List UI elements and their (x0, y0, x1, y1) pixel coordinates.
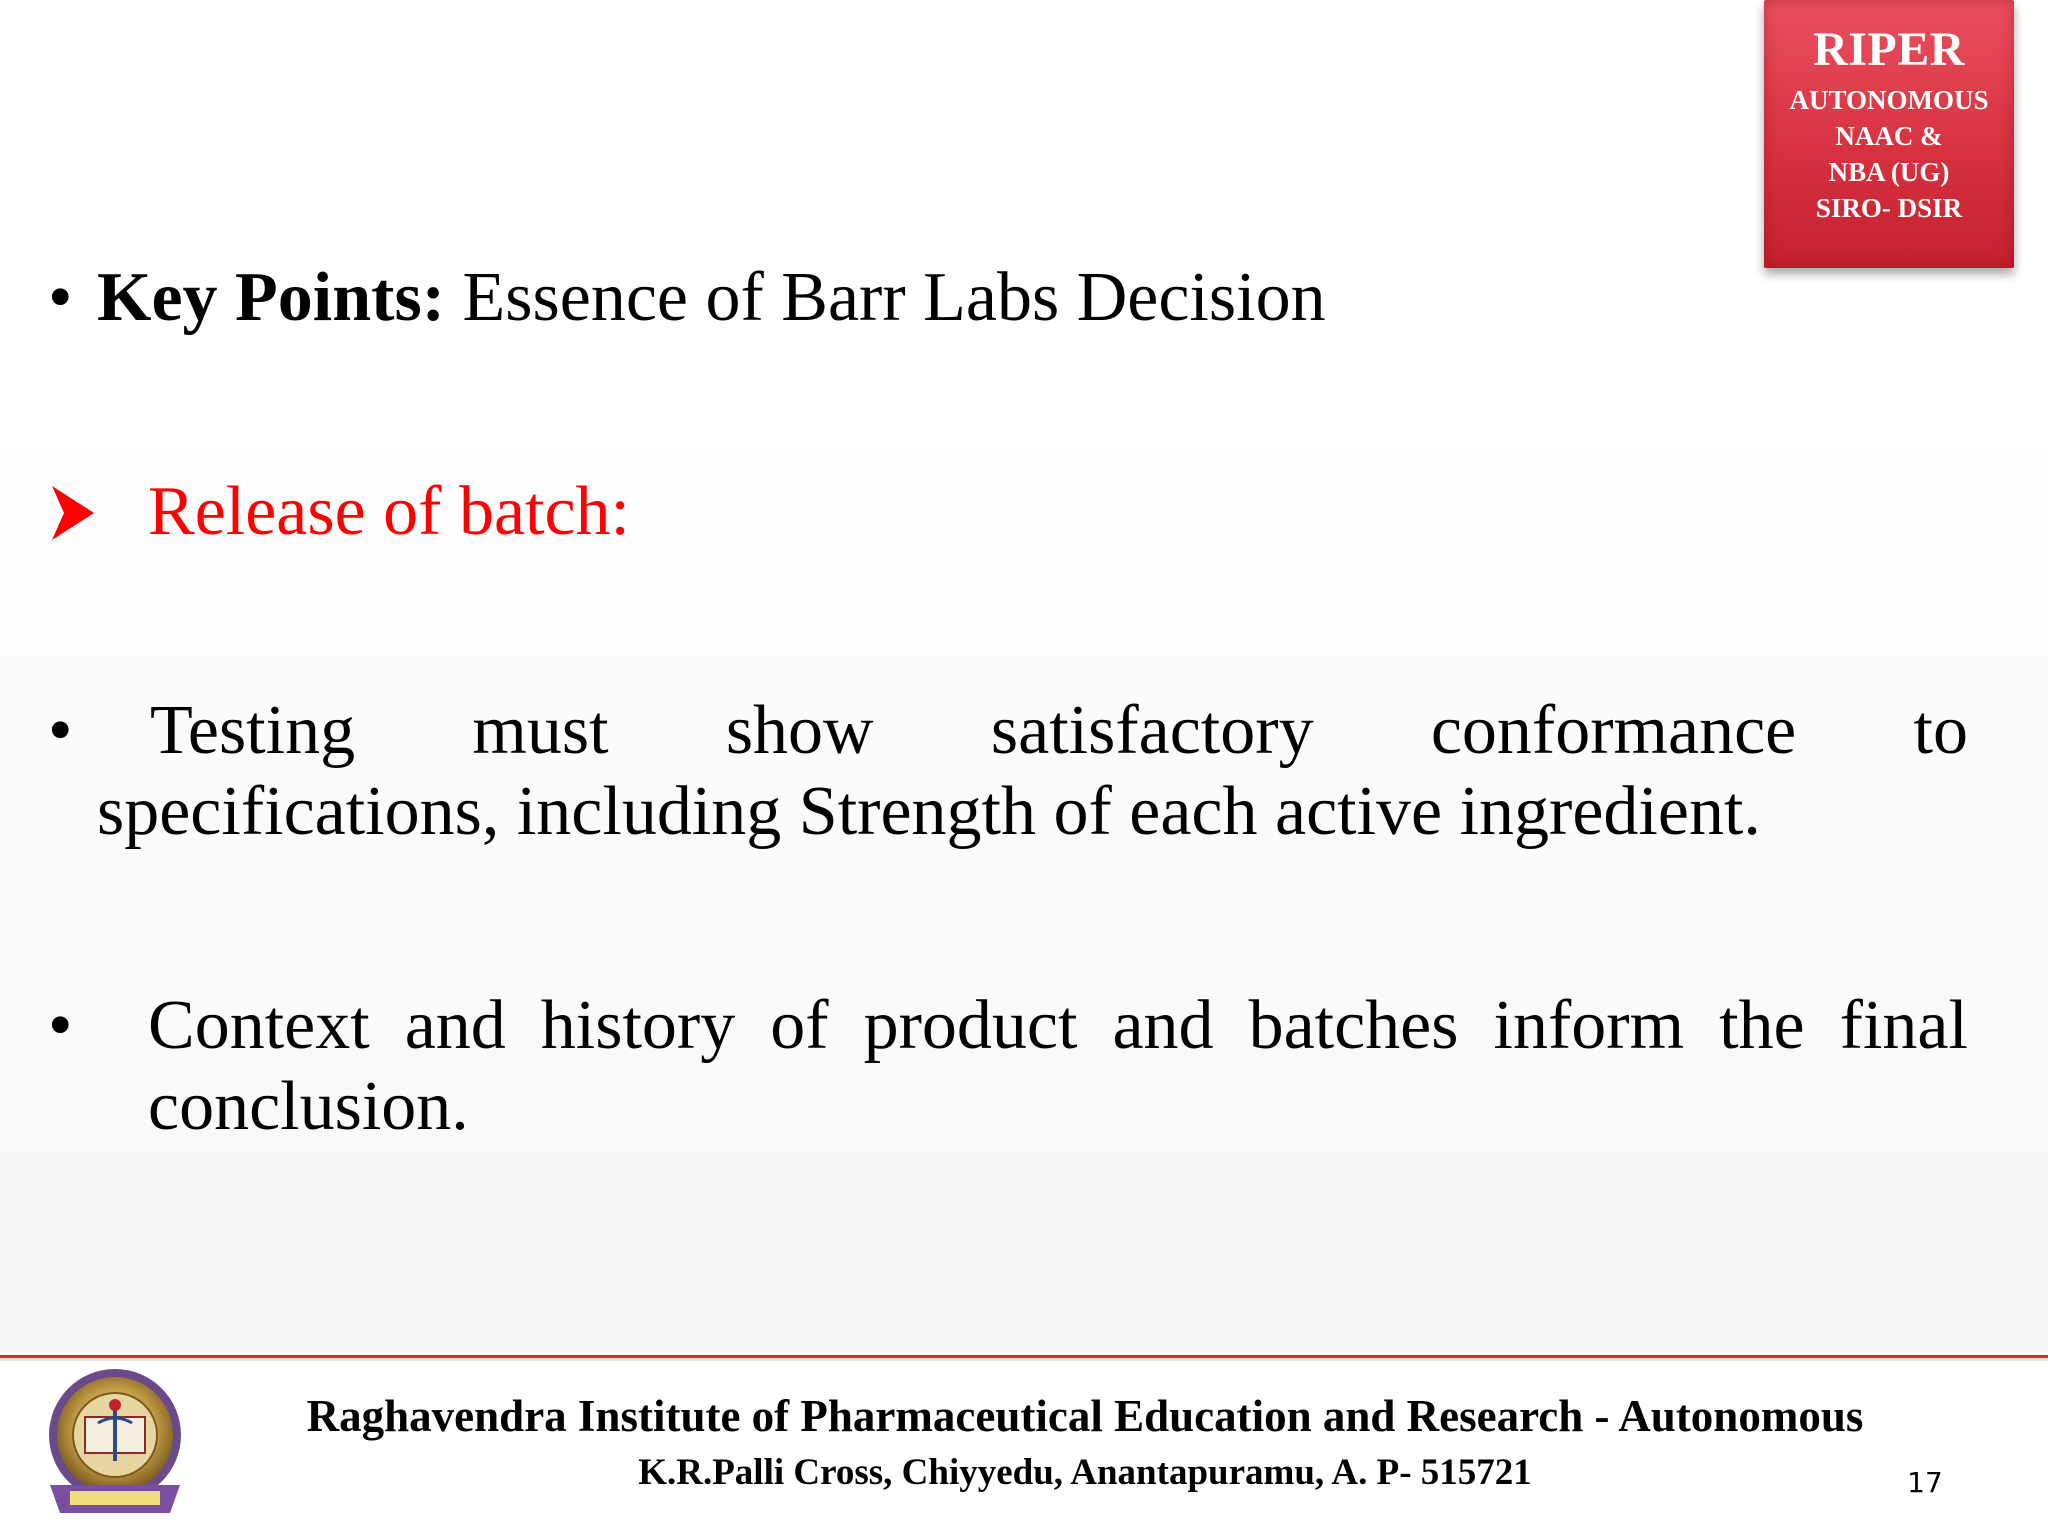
footer-address: K.R.Palli Cross, Chiyyedu, Anantapuramu, A. P- 515721 (638, 1452, 1532, 1493)
bullet-testing: • (48, 692, 73, 769)
testing-word: to (1913, 692, 1968, 769)
badge-line-autonomous: AUTONOMOUS (1789, 85, 1989, 115)
key-points-label: Key Points: (97, 259, 446, 336)
riper-badge (1764, 0, 2014, 268)
badge-line-siro: SIRO- DSIR (1815, 193, 1963, 223)
bullet-key-points: • (48, 259, 73, 336)
context-word: final (1839, 987, 1968, 1064)
context-word: and (1112, 987, 1214, 1064)
testing-word: conformance (1430, 692, 1797, 769)
footer-divider-shadow (0, 1358, 2048, 1361)
footer-institute-name: Raghavendra Institute of Pharmaceutical Education and Research - Autonomous (306, 1391, 1864, 1441)
testing-word: Testing (150, 692, 356, 769)
context-word: history (540, 987, 736, 1064)
context-word: the (1719, 987, 1805, 1064)
key-points-text: Essence of Barr Labs Decision (445, 259, 1326, 336)
badge-line-naac: NAAC & (1835, 121, 1943, 151)
context-word: of (770, 987, 829, 1064)
page-number: 17 (1907, 1466, 1943, 1499)
context-word: product (863, 987, 1078, 1064)
testing-line-1 (150, 691, 1968, 771)
context-word: and (404, 987, 506, 1064)
bullet-context: • (48, 987, 73, 1064)
testing-word: satisfactory (990, 692, 1314, 769)
badge-line-nba: NBA (UG) (1828, 157, 1950, 187)
testing-word: show (725, 692, 874, 769)
context-word: inform (1493, 987, 1685, 1064)
testing-line-2: specifications, including Strength of each active ingredient. (97, 773, 1761, 850)
release-heading: Release of batch: (148, 473, 631, 550)
key-points-line (97, 258, 1326, 338)
testing-word: must (472, 692, 609, 769)
badge-title: RIPER (1813, 23, 1965, 76)
context-word: batches (1248, 987, 1459, 1064)
context-word: Context (148, 987, 370, 1064)
context-line-2: conclusion. (148, 1068, 469, 1145)
context-line-1 (148, 986, 1968, 1066)
arrow-right-icon (50, 484, 96, 542)
institute-logo-icon (40, 1365, 190, 1525)
